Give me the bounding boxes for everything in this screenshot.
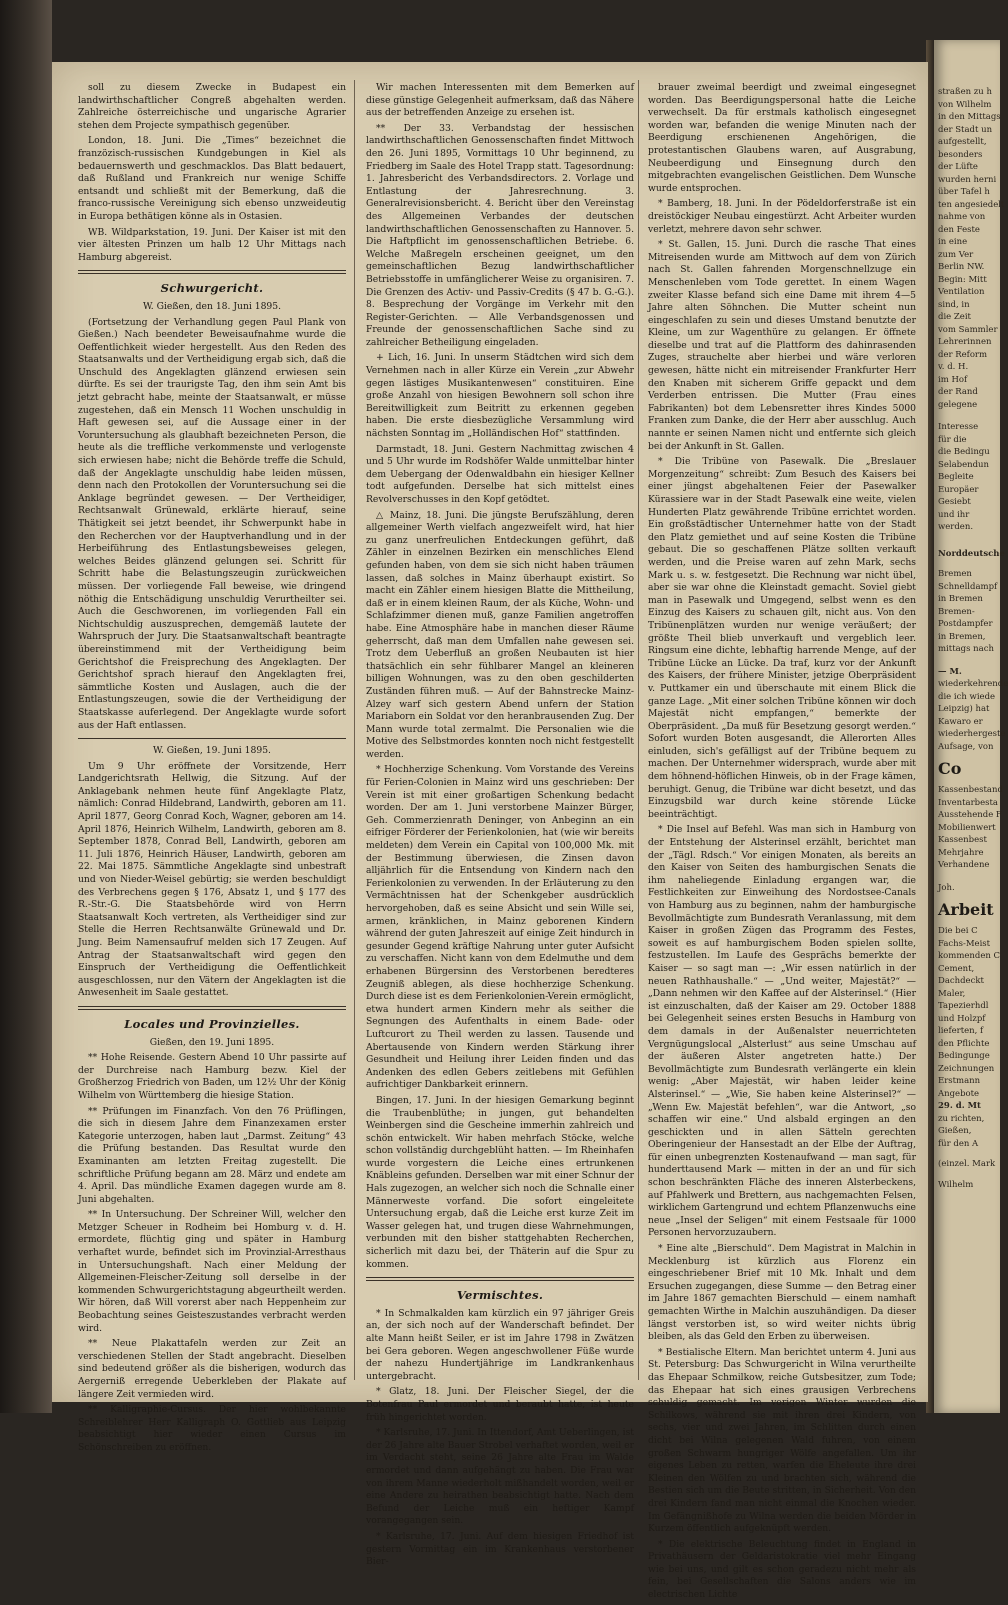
fragment-line: 29. d. Mt [938, 1101, 981, 1111]
fragment-line: wiederkehrende [938, 679, 1008, 689]
fragment-line: Wilhelm [938, 1179, 974, 1190]
fragment-line: Europäer [938, 484, 979, 495]
fragment-block-top [934, 86, 1005, 411]
fragment-line: Leipzig) hat [938, 704, 990, 714]
section-divider [78, 270, 346, 274]
book-binding [0, 0, 52, 1413]
section-divider [366, 1277, 634, 1281]
facing-page-fragment [934, 40, 1008, 1413]
fragment-line: zum Ver [938, 249, 974, 260]
fragment-line: für die [938, 434, 967, 445]
paragraph: * Eine alte „Bierschuld“. Dem Magistrat in Malchin in Mecklenburg ist kürzlich aus Florenz ein eingeschriebener Brief mit 10 Mk. Inhalt und dem Ersuchen zugegangen, diese Summe — den Betrag einer im Jahre 1867 gemachten Bierschuld — einem namhaft gemachten Wirthe in Malchin auszuhändigen. Da dieser längst verstorben ist, so wird weiter nichts übrig bleiben, als das Geld den Erben zu überweisen. [648, 1243, 916, 1343]
fragment-line: Gesiebt [938, 497, 971, 507]
fragment-line: Kassenbestand [938, 785, 1003, 795]
fragment-line: Dachdeckt [938, 976, 984, 986]
fragment-line: der Rand [938, 387, 978, 397]
dateline: W. Gießen, den 18. Juni 1895. [142, 300, 282, 312]
divider [78, 738, 346, 739]
fragment-line: Begleite [938, 472, 974, 482]
fragment-line: Ventilation [938, 287, 985, 297]
fragment-line: (einzel. Mark [938, 1159, 996, 1169]
fragment-line: lieferten, f [938, 1026, 984, 1036]
column-2 [366, 82, 634, 1572]
section-divider [78, 1006, 346, 1010]
fragment-line: — M. [938, 666, 962, 677]
fragment-line: den Pflichte [938, 1038, 990, 1049]
fragment-line: Zeichnungen [938, 1063, 995, 1074]
fragment-line: Postdampfer [938, 619, 993, 629]
paragraph: ** Hohe Reisende. Gestern Abend 10 Uhr passirte auf der Durchreise nach Hamburg bezw. Kiel der Großherzog Friedrich von Baden, um 12½ Uhr der König Wilhelm von Württemberg die hiesige Station. [78, 1052, 346, 1101]
fragment-block-balance [934, 784, 1003, 872]
fragment-line: über Tafel h [938, 187, 990, 197]
column-1 [78, 82, 346, 1458]
paragraph: ** Neue Plakattafeln werden zur Zeit an verschiedenen Stellen der Stadt angebracht. Dieselben sind bedeutend größer als die bisherigen, wodurch das Aergerniß erregende Ueberkleben der Plakate auf längere Zeit vermieden wird. [78, 1338, 346, 1400]
fragment-line: Joh. [938, 882, 955, 893]
fragment-line: die ich wiede [938, 691, 996, 702]
fragment-line: ten angesiedelt [938, 199, 1005, 210]
column-rule-2 [638, 80, 639, 1380]
fragment-line: wurden herni [938, 174, 997, 185]
fragment-line: Mobilienwert [938, 822, 996, 833]
paragraph: + Lich, 16. Juni. In unserm Städtchen wird sich dem Vernehmen nach in aller Kürze ein Verein „zur Abwehr gegen lästiges Musikantenwesen“ constituiren. Eine große Anzahl von hiesigen Bewohnern soll schon ihre Bereitwilligkeit zum Beitritt zu erkennen gegeben haben. Die erste diesbezügliche Versammlung wird nächsten Sonntag im „Holländischen Hof“ stattfinden. [366, 352, 634, 440]
section-heading-local: Locales und Provinzielles. [124, 1016, 300, 1031]
fragment-line: aufgestellt, [938, 137, 987, 147]
fragment-line: Bremen [938, 569, 972, 579]
fragment-line: Angebote [938, 1088, 980, 1099]
fragment-line: Erstmann [938, 1076, 981, 1086]
fragment-line: und ihr [938, 509, 970, 520]
fragment-line: Aufsage, von [938, 741, 994, 752]
fragment-line: Fachs-Meist [938, 938, 991, 949]
fragment-line: straßen zu h [938, 87, 992, 97]
fragment-line: Kassenbest [938, 835, 987, 845]
paragraph: ** Prüfungen im Finanzfach. Von den 76 Prüflingen, die sich in diesem Jahre dem Finanzexamen erster Kategorie unterzogen, haben laut „Darmst. Zeitung“ 43 die Prüfung bestanden. Das Resultat wurde den Examinanten am letzten Freitag zugestellt. Die schriftliche Prüfung begann am 28. März und endete am 4. April. Das mündliche Examen dagegen wurde am 8. Juni abgehalten. [78, 1105, 346, 1205]
paragraph: * Bestialische Eltern. Man berichtet unterm 4. Juni aus St. Petersburg: Das Schwurgericht in Wilna verurtheilte das Ehepaar Schmilkow, reiche Gutsbesitzer, zum Tode; das Ehepaar hat sich eines grausigen Verbrechens schuldig gemacht. Im vorigen Winter wurden die Schilkows, während sie mit ihren drei Kindern, von sechs, vier und zwei Jahren, im Schlitten durch einen dicht bei Wilna gelegenen Wald fuhren, von einem großen Schwarm hungriger Wölfe angefallen. Um ihr eigenes Leben zu retten, warfen die Eheleute ihre drei Kleinen den Wölfen zu und brachten sich, während die Bestien sich um die Beute stritten, in Sicherheit. Von den drei Kindern fand man nicht einmal die Knochen wieder. Im Gefängnißhofe zu Wilna werden die beiden Mörder in Kurzem öffentlich aufgeknüpft werden. [648, 1346, 916, 1535]
fragment-line: von Wilhelm [938, 99, 992, 110]
paragraph: * In Schmalkalden kam kürzlich ein 97 jähriger Greis an, der sich noch auf der Wanderschaft befindet. Der alte Mann heißt Seiler, er ist im Jahre 1798 in Zwätzen bei Gera geboren. Wegen angeschwollener Füße wurde der nahezu Hundertjährige im Landkrankenhaus untergebracht. [366, 1307, 634, 1382]
fragment-line: Cement, [938, 963, 975, 974]
fragment-line: besonders [938, 149, 983, 160]
paragraph: brauer zweimal beerdigt und zweimal eingesegnet worden. Das Beerdigungspersonal hatte die Leiche verwechselt. Da für erstmals katholisch eingesegnet worden war, befanden die wenige Minuten nach der Beerdigung erschienenen Angehörigen, die protestantischen Glaubens waren, auf Ausgrabung, Neubeerdigung und Einsegnung durch den mitgebrachten evangelischen Geistlichen. Dem Wunsche wurde entsprochen. [648, 82, 916, 194]
paragraph: Bingen, 17. Juni. In der hiesigen Gemarkung beginnt die Traubenblüthe; in jungen, gut behandelten Weinbergen sind die Gescheine immerhin zahlreich und schön entwickelt. Wir haben mehrfach Stöcke, welche schon vollständig durchgeblüht hatten. — Im Rheinhafen wurde vorgestern die Leiche eines ertrunkenen Knäbleins gefunden. Derselben war mit einer Schnur der Hals zugezogen, an welcher sich noch die Schnalle einer Männerweste vorfand. Die sofort eingeleitete Untersuchung ergab, daß die Leiche erst kurze Zeit im Wasser gelegen hat, und trugen diese Wahrnehmungen, verbunden mit den bisher stattgehabten Recherchen, sicherlich mit dazu bei, der Thäterin auf die Spur zu kommen. [366, 1094, 634, 1270]
paragraph: △ Mainz, 18. Juni. Die jüngste Berufszählung, deren allgemeiner Werth vielfach angezweifelt wird, hat hier zu ganz unerfreulichen Entdeckungen geführt, daß Zähler in einzelnen Bezirken ein menschliches Elend gefunden haben, von dem sie sich nicht haben träumen lassen, daß solches in Mainz überhaupt existirt. So macht ein Zähler einem hiesigen Blatte die Mittheilung, daß er in einem kleinen Raum, der als Küche, Wohn- und Schlafzimmer dienen muß, ganze Familien angetroffen habe. Eine Atmosphäre habe in manchen dieser Räume geherrscht, daß man dem Umfallen nahe gewesen sei. Trotz dem Ueberfluß an großen Neubauten ist hier thatsächlich ein sehr fühlbarer Mangel an kleineren billigen Wohnungen, was zu den oben geschilderten Zuständen führen muß. — Auf der Bahnstrecke Mainz-Alzey warf sich gestern Abend unfern der Station Mariaborn ein Soldat vor den heranbrausenden Zug. Der Mann wurde total zermalmt. Die Personalien wie die Motive des Selbstmordes konnten noch nicht festgestellt werden. [366, 509, 634, 760]
fragment-line: Schnelldampf [938, 581, 998, 592]
paragraph: ** In Untersuchung. Der Schreiner Will, welcher den Metzger Scheuer in Rodheim bei Homburg v. d. H. ermordete, flüchtig ging und später in Hamburg verhaftet wurde, befindet sich im Provinzial-Arresthaus in Untersuchungshaft. Nach einer Meldung der Allgemeinen-Fleischer-Zeitung soll derselbe in der kommenden Schwurgerichtstagung abgeurtheilt werden. Wir hören, daß Will vorerst aber nach Heppenheim zur Beobachtung seines Geisteszustandes verbracht werden wird. [78, 1209, 346, 1334]
fragment-line: der Lüfte [938, 162, 978, 172]
paragraph: WB. Wildparkstation, 19. Juni. Der Kaiser ist mit den vier ältesten Prinzen um halb 12 Uhr Mittags nach Hamburg abgereist. [78, 226, 346, 263]
fragment-line: sind, in [938, 299, 970, 310]
column-rule-1 [354, 80, 355, 1380]
fragment-line: der Reform [938, 349, 988, 360]
paragraph: * Hochherzige Schenkung. Vom Vorstande des Vereins für Ferien-Colonien in Mainz wird uns geschrieben: Der Verein ist mit einer großartigen Schenkung bedacht worden. Der am 1. Juni verstorbene Mainzer Bürger, Geh. Commerzienrath Deninger, von Anbeginn an ein eifriger Förderer der Ferienkolonien, hat (wie wir bereits meldeten) dem Verein ein Capital von 100,000 Mk. mit der Bestimmung überwiesen, die Zinsen davon alljährlich für die Entsendung von Kindern nach den Ferienkolonien zu verwenden. In der Erläuterung zu den Vermächtnissen hat der Schenkgeber ausdrücklich hervorgehoben, daß es seine Absicht und sein Wille sei, armen, kränklichen, in Mainz geborenen Kindern während der guten Jahreszeit auf einige Zeit hindurch in gesunder Gegend kräftige Nahrung unter guter Aufsicht zu verschaffen. Nicht kann von dem Edelmuthe und dem erhabenen Bürgersinn des Verstorbenen beredteres Zeugniß ablegen, als diese hochherzige Schenkung. Durch diese ist es dem Ferienkolonien-Verein ermöglicht, etwa hundert armen Kindern mehr als seither die Segnungen des Aufenthalts in einem Bade- oder Luftcurort zu Theil werden zu lassen. Tausende und Abertausende von Kindern werden Stärkung ihrer Gesundheit und Heilung ihrer Leiden finden und das Andenken des edlen Gebers zeitlebens mit Gefühlen aufrichtiger Dankbarkeit erinnern. [366, 764, 634, 1091]
fragment-line: Berlin NW. [938, 262, 985, 272]
newspaper-page [52, 62, 928, 1601]
paragraph: * Glatz, 18. Juni. Der Fleischer Siegel, der die Botenfrau Paul ermordet und beraubt hatte, ist heute früh hingerichtet worden. [366, 1386, 634, 1423]
fragment-line: und Holzpf [938, 1013, 986, 1024]
fragment-line: Bremen- [938, 606, 975, 617]
fragment-heading: Co [938, 759, 962, 778]
section-heading-court: Schwurgericht. [160, 281, 264, 296]
fragment-line: Bedingunge [938, 1051, 990, 1061]
fragment-line: Mehrjahre [938, 847, 984, 858]
fragment-line: die Zeit [938, 312, 971, 322]
paragraph: * Karlsruhe, 17. Juni. Auf dem hiesigen Friedhof ist gestern Vormittag ein im Krankenhaus verstorbener Bier- [366, 1530, 634, 1568]
paragraph: ** Der 33. Verbandstag der hessischen landwirthschaftlichen Genossenschaften findet Mittwoch den 26. Juni 1895, Vormittags 10 Uhr beginnend, zu Friedberg im Saale des Hotel Trapp statt. Tagesordnung: 1. Jahresbericht des Verbandsdirectors. 2. Vorlage und Entlastung der Jahresrechnung. 3. Generalrevisionsbericht. 4. Bericht über den Vereinstag des Allgemeinen Verbandes der deutschen landwirthschaftlichen Genossenschaften zu Hannover. 5. Die Haftpflicht im genossenschaftlichen Betriebe. 6. Welche Maßregeln erscheinen geeignet, um den gemeinschaftlichen Bezug landwirthschaftlicher Betriebsstoffe in umfänglicherer Weise zu organisiren. 7. Die Grenzen des Activ- und Passiv-Credits (§ 47 b. G.-G.). 8. Besprechung der Vorgänge im Verkehr mit den Register-Gerichten. — Alle Verbandsgenossen und Freunde der genossenschaftlichen Sache sind zu zahlreicher Betheiligung eingeladen. [366, 122, 634, 348]
paragraph: * Die Insel auf Befehl. Was man sich in Hamburg von der Entstehung der Alsterinsel erzählt, berichtet man der „Tägl. Rdsch.“ Vor einigen Monaten, als bereits an den Kaiser von Seiten des hamburgischen Senats die ihm naheliegende Einladung ergangen war, die Festlichkeiten zur Einweihung des Nordostsee-Canals von Hamburg aus zu beginnen, nahm der hamburgische Bevollmächtigte zum Bundesrath Veranlassung, mit dem Kaiser in großen Zügen das Programm des Festes, soweit es auf hamburgischem Boden spielen sollte, festzustellen. Im Laufe des Gesprächs bemerkte der Kaiser — so sagt man —: „Wir essen natürlich in der neuen Rathhaushalle.“ — „Und weiter, Majestät?“ — „Dann nehmen wir den Kaffee auf der Alsterinsel.“ (Hier ist einzuschalten, daß der Kaiser am 29. October 1888 bei Gelegenheit seines ersten Besuchs in Hamburg von dem damals in der Außenalster neuerrichteten Vergnügungslocal „Alsterlust“ aus seine Umschau auf der äußeren Alster angetreten hatte.) Der Bevollmächtigte zum Bundesrath verlängerte ein klein wenig: „Aber Majestät, wir haben leider keine Alsterinsel.“ — „Wie, Sie haben keine Alsterinsel?“ — „Wenn Ew. Majestät befehlen“, war die Antwort, „so schaffen wir eine.“ Und alsbald ergingen an den geschickten und in allen Sätteln gerechten Oberingenieur der Hansestadt an der Elbe der Auftrag, für einen unbegrenzten Kostenaufwand — man sagt, für hunderttausend Mark — mitten in der an und für sich schon beschränkten Fläche des inneren Alsterbeckens, auf Pfahlwerk und Brettern, aus nachgemachten Felsen, wirklichem Gartengrund und echtem Pflanzenwuchs eine neue „Insel der Seligen“ mit einem Festsaale für 1000 Personen hervorzuzaubern. [648, 824, 916, 1239]
fragment-line: in Bremen [938, 594, 983, 604]
fragment-line: in den Mittags [938, 112, 1001, 122]
fragment-block-mid [934, 421, 1000, 534]
fragment-line: in eine [938, 237, 968, 247]
fragment-line: die Bedingu [938, 447, 990, 457]
fragment-line: den Feste [938, 224, 980, 235]
fragment-line: Lehrerinnen [938, 337, 992, 347]
dateline: Gießen, den 19. Juni 1895. [149, 1036, 275, 1048]
fragment-line: Inventarbesta [938, 797, 999, 808]
fragment-line: Tapezierhdl [938, 1001, 989, 1011]
fragment-line: im Hof [938, 374, 968, 385]
fragment-line: der Stadt un [938, 124, 993, 135]
dateline: W. Gießen, 19. Juni 1895. [153, 745, 271, 757]
fragment-line: wiederhergeste [938, 729, 1006, 739]
paragraph: * Die elektrische Beleuchtung findet in England in Privathäusern der Geldaristokratie viel mehr Eingang wie bei uns, und gilt es schon geradezu nicht mehr als fein, bei Gesellschaften die Salons anders wie im electrischen Lichte [648, 1538, 916, 1601]
fragment-line: vom Sammler [938, 324, 998, 335]
paragraph: * Bamberg, 18. Juni. In der Pödeldorferstraße ist ein dreistöckiger Neubau eingestürzt. Acht Arbeiter wurden verletzt, mehrere davon sehr schwer. [648, 198, 916, 235]
section-heading-misc: Vermischtes. [456, 1288, 544, 1303]
fragment-line: zu richten, [938, 1113, 985, 1124]
fragment-line: kommenden C [938, 951, 1001, 961]
fragment-block-ship [934, 568, 1000, 656]
column-3 [648, 82, 916, 1605]
paragraph: London, 18. Juni. Die „Times“ bezeichnet die franzözisch-russischen Kundgebungen in Kiel als bedauernswerth und geschmacklos. Das Blatt bedauert, daß Rußland und Frankreich nur wenige Schiffe entsandt und schließt mit der Bemerkung, daß die franco-russische Vereinigung sich ebenso unzweideutig in Europa bethätigen könne als in Ostasien. [78, 135, 346, 222]
fragment-line: Ausstehende F [938, 810, 1002, 820]
fragment-line: Kawaro er [938, 716, 983, 727]
fragment-line: Maler, [938, 988, 966, 999]
fragment-line: Norddeutsche [938, 548, 1005, 559]
fragment-line: Gießen, [938, 1126, 972, 1136]
fragment-line: nahme von [938, 212, 986, 222]
fragment-line: gelegene [938, 399, 978, 410]
fragment-heading: Arbeit [938, 900, 994, 919]
paragraph: soll zu diesem Zwecke in Budapest ein landwirthschaftlicher Congreß abgehalten werden. Zahlreiche österreichische und ungarische Agrarier stehen dem Projecte sympathisch gegenüber. [78, 82, 346, 131]
fragment-line: Begin: Mitt [938, 274, 987, 285]
fragment-block-notice [934, 666, 1008, 754]
fragment-block-work [934, 925, 1000, 1150]
paragraph: (Fortsetzung der Verhandlung gegen Paul Plank von Gießen.) Nach beendeter Beweisaufnahme wurde die Oeffentlichkeit wieder hergestellt. Aus den Reden des Staatsanwalts und der Vertheidigung ergab sich, daß die Unschuld des Angeklagten glänzend erwiesen sein dürfte. Es sei der traurigste Tag, den ihm sein Amt bis jetzt gebracht habe, meinte der Staatsanwalt, er müsse zugestehen, daß ein Mensch 11 Wochen unschuldig in Haft gewesen sei, auf die Aussage einer in der Voruntersuchung als glaubhaft bezeichneten Person, die heute als die treffliche verkommenste und verlogenste sich erwiesen habe; nicht die Behörde treffe die Schuld, daß der Angeklagte unschuldig habe leiden müssen, denn nach den Protokollen der Voruntersuchung sei die Anklage begründet gewesen. — Der Vertheidiger, Rechtsanwalt Grünewald, erklärte hierauf, seine Thätigkeit sei jetzt beendet, ihr Schwerpunkt habe in den Recherchen vor der Hauptverhandlung und in der Herbeiführung des Entlastungsbeweises gelegen, welches Beides glänzend gelungen sei. Schritt für Schritt habe die Belastungszeugin zurückweichen müssen. Der vorliegende Fall beweise, wie dringend nöthig die Entschädigung unschuldig Verurtheilter sei. Auch die Geschworenen, im vorliegenden Fall ein Nichtschuldig auszusprechen, demgemäß lautete der Wahrspruch der Jury. Die Staatsanwaltschaft beantragte übereinstimmend mit der Vertheidigung beim Gerichtshof die Freisprechung des Angeklagten. Der Gerichtshof sprach hierauf den Angeklagten frei, sämmtliche Kosten und Auslagen, auch die der Entlastungszeugen, sowie die der Vertheidigung der Staatskasse auferlegend. Der Angeklagte wurde sofort aus der Haft entlassen. [78, 316, 346, 731]
fragment-line: Selabendun [938, 459, 989, 470]
paragraph: Darmstadt, 18. Juni. Gestern Nachmittag zwischen 4 und 5 Uhr wurde im Rodshöfer Walde unmittelbar hinter dem Uebergang der Odenwaldbahn ein hiesiger Kellner todt aufgefunden. Derselbe hat sich mittelst eines Revolverschusses in den Kopf getödtet. [366, 443, 634, 505]
fragment-line: werden. [938, 522, 974, 532]
fragment-line: v. d. H. [938, 362, 969, 372]
paragraph: ** Kalligraphie-Cursus. Der hier wohlbekannte Schreiblehrer Herr Kalligraph O. Gottlieb aus Leipzig beabsichtigt hier wieder einen Cursus im Schönschreiben zu eröffnen. [78, 1404, 346, 1453]
fragment-line: Die bei C [938, 926, 978, 936]
paragraph: * Die Tribüne von Pasewalk. Die „Breslauer Morgenzeitung“ schreibt: Zum Besuch des Kaisers bei einer jüngst abgehaltenen Feier der Pasewalker Kürassiere war in der Stadt Pasewalk eine weite, vielen Hunderten Platz gewährende Tribüne errichtet worden. Ein großstädtischer Unternehmer hatte von der Stadt den Platz gemiethet und auf seine Kosten die Tribüne gebaut. Die so geschaffenen Plätze sollten verkauft werden, und die Preise waren auf zehn Mark, sechs Mark u. s. w. festgesetzt. Die Rechnung war nicht übel, aber sie war ohne die Kleinstadt gemacht. Soviel giebt man in Pasewalk und Umgegend, selbst wenn es den Einzug des Kaisers zu schauen gilt, nicht aus. Von den Tribünenplätzen wurden nur wenige veräußert; der größte Theil blieb unverkauft und vergeblich leer. Ringsum eine dichte, lebhaftig harrende Menge, auf der Tribüne Lücke an Lücke. Da traf, kurz vor der Ankunft des Kaisers, der frühere Minister, jetzige Oberpräsident v. Puttkamer ein und überschaute mit einem Blick die ganze Lage. „Mit einer solchen Tribüne können wir doch Majestät nicht empfangen,“ bemerkte der Oberpräsident. „Da muß für Besetzung gesorgt werden.“ Sofort wurden Boten ausgesandt, die Allerorten Alles einluden, sich's gefälligst auf der Tribüne bequem zu machen. Der Unternehmer widersprach, wurde aber mit dem höhnend-höflichen Hinweis, ob in der Frage kämen, beruhigt. Genug, die Tribüne war dicht besetzt, und das Einzugsbild war durch keine störende Lücke beeinträchtigt. [648, 456, 916, 820]
fragment-line: mittags nach [938, 644, 994, 654]
paragraph: Wir machen Interessenten mit dem Bemerken auf diese günstige Gelegenheit aufmerksam, daß das Nähere aus der betreffenden Anzeige zu ersehen ist. [366, 82, 634, 119]
paragraph: Um 9 Uhr eröffnete der Vorsitzende, Herr Landgerichtsrath Hellwig, die Sitzung. Auf der Anklagebank nehmen heute fünf Angeklagte Platz, nämlich: Conrad Hildebrand, Landwirth, geboren am 11. April 1877, Georg Conrad Koch, Wagner, geboren am 14. April 1876, Heinrich Wilhelm, Landwirth, geboren am 8. September 1878, Conrad Bell, Landwirth, geboren am 11. Juli 1876, Heinrich Häuser, Landwirth, geboren am 22. Mai 1875. Sämmtliche Angeklagte sind unbestraft und von Nieder-Weisel gebürtig; sie werden beschuldigt des Verbrechens gegen § 176, Absatz 1, und § 177 des R.-Str.-G. Die Staatsbehörde wird von Herrn Staatsanwalt Koch vertreten, als Vertheidiger sind zur Stelle die Herren Rechtsanwälte Grünewald und Dr. Jung. Beim Namensaufruf melden sich 17 Zeugen. Auf Antrag der Staatsanwaltschaft wird gegen den Einspruch der Vertheidigung die Oeffentlichkeit ausgeschlossen, nur den Vätern der Angeklagten ist die Anwesenheit im Saale gestattet. [78, 760, 346, 999]
paragraph: * Karlsruhe, 17. Juni. In Ittendorf, Amt Ueberlingen, ist der 26 Jahre alte Bauer Strobel verhaftet worden, weil er im Verdacht steht, seine 26 Jahre alte Frau im Walde ermordet und dann aufgehängt zu haben. Die Frau war von ihrem Manne wiederholt mißhandelt worden, weil er eine Andere zu heirathen beabsichtigt hatte. Nach dem Befund der Leiche muß ein heftiger Kampf vorangegangen sein. [366, 1427, 634, 1527]
fragment-line: in Bremen, [938, 631, 986, 642]
fragment-line: für den A [938, 1138, 979, 1149]
fragment-line: Verhandene [938, 860, 990, 870]
paragraph: * St. Gallen, 15. Juni. Durch die rasche That eines Mitreisenden wurde am Mittwoch auf dem von Zürich nach St. Gallen fahrenden Morgenschnellzuge ein Menschenleben vom Tode gerettet. In einem Wagen zweiter Klasse befand sich eine Dame mit ihrem 4—5 Jahre alten Söhnchen. Die Mutter scheint nun eingeschlafen zu sein und dieses Umstand benutzte der Kleine, um zur Wagenthüre zu gelangen. Er öffnete dieselbe und trat auf die Plattform des dahinrasenden Zuges, strauchelte aber hierbei und wäre verloren gewesen, hätte nicht ein mitreisender Frankfurter Herr den Knaben mit sicherem Griffe gepackt und dem Verderben entrissen. Die Mutter (Frau eines Fabrikanten) bot dem Lebensretter ihres Kindes 5000 Franken zum Danke, die der Herr aber ausschlug. Auch nannte er seinen Namen nicht und entfernte sich gleich bei der Ankunft in St. Gallen. [648, 239, 916, 452]
fragment-line: Interesse [938, 422, 979, 432]
